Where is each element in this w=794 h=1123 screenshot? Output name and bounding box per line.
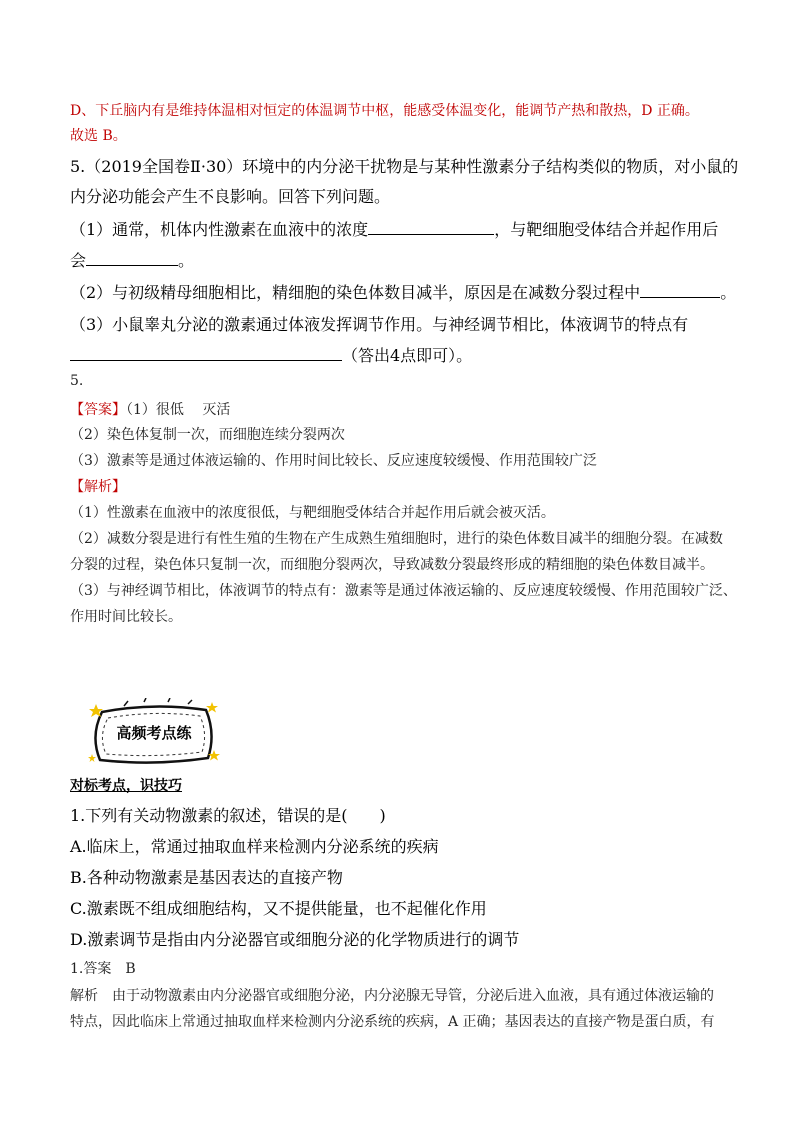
question-5-part-1 xyxy=(70,217,734,240)
answer-line-2: （2）染色体复制一次，而细胞连续分裂两次 xyxy=(70,427,345,443)
answer-blank[interactable] xyxy=(70,346,342,361)
section-subheading: 对标考点，识技巧 xyxy=(70,778,182,794)
analysis-line-2b: 分裂的过程，染色体只复制一次，而细胞分裂两次，导致减数分裂最终形成的精细胞的染色体数目减半。 xyxy=(70,557,714,573)
answer-line-1 xyxy=(70,399,734,419)
q5-2-text-b: 。 xyxy=(720,283,737,302)
question-1-analysis-b: 特点，因此临床上常通过抽取血样来检测内分泌系统的疾病，A 正确；基因表达的直接产物是蛋白质，有 xyxy=(70,1014,715,1030)
q5-3-text-b: （答出4点即可）。 xyxy=(342,346,473,365)
choose-b-text: 故选 B。 xyxy=(70,128,127,144)
question-1-analysis-a: 解析 由于动物激素由内分泌器官或细胞分泌，内分泌腺无导管，分泌后进入血液，具有通过体液运输的 xyxy=(70,988,714,1004)
answer-line-3: （3）激素等是通过体液运输的、作用时间比较长、反应速度较缓慢、作用范围较广泛 xyxy=(70,453,597,469)
question-5-title: 5.（2019全国卷Ⅱ·30）环境中的内分泌干扰物是与某种性激素分子结构类似的物质，对小鼠的 xyxy=(70,157,739,176)
answer-blank[interactable] xyxy=(640,283,720,298)
q5-1-text-c: 会 xyxy=(70,251,87,270)
question-5-part-2 xyxy=(70,280,737,303)
answer-blank[interactable] xyxy=(86,251,178,266)
question-5-part-1-cont xyxy=(70,248,734,271)
analysis-line-2a: （2）减数分裂是进行有性生殖的生物在产生成熟生殖细胞时，进行的染色体数目减半的细胞分裂。在减数 xyxy=(70,531,723,547)
option-d-text: D、下丘脑内有是维持体温相对恒定的体温调节中枢，能感受体温变化，能调节产热和散热，D 正确。 xyxy=(70,103,699,119)
answer-number: 5. xyxy=(70,373,84,389)
analysis-line-3b: 作用时间比较长。 xyxy=(70,609,182,625)
question-5-part-3-cont xyxy=(70,343,734,366)
analysis-line-1: （1）性激素在血液中的浓度很低，与靶细胞受体结合并起作用后就会被灭活。 xyxy=(70,505,555,521)
answer-1-text: （1）很低 灭活 xyxy=(126,402,231,418)
answer-label: 【答案】 xyxy=(70,402,126,418)
q5-1-text-b: ，与靶细胞受体结合并起作用后 xyxy=(494,220,719,239)
option-b: B.各种动物激素是基因表达的直接产物 xyxy=(70,868,343,887)
q5-1-text-a: （1）通常，机体内性激素在血液中的浓度 xyxy=(70,220,369,239)
option-c: C.激素既不组成细胞结构，又不提供能量，也不起催化作用 xyxy=(70,899,487,918)
question-5-title-cont: 内分泌功能会产生不良影响。回答下列问题。 xyxy=(70,187,391,206)
section-badge xyxy=(84,698,224,770)
answer-blank[interactable] xyxy=(368,220,494,235)
analysis-line-3a: （3）与神经调节相比，体液调节的特点有：激素等是通过体液运输的、反应速度较缓慢、作用范围较广泛、 xyxy=(70,583,737,599)
option-a: A.临床上，常通过抽取血样来检测内分泌系统的疾病 xyxy=(70,837,439,856)
q5-1-text-d: 。 xyxy=(178,251,195,270)
option-d: D.激素调节是指由内分泌器官或细胞分泌的化学物质进行的调节 xyxy=(70,930,520,949)
question-1-answer: 1.答案 B xyxy=(70,961,136,977)
question-5-part-3: （3）小鼠睾丸分泌的激素通过体液发挥调节作用。与神经调节相比，体液调节的特点有 xyxy=(70,315,689,334)
badge-title: 高频考点练 xyxy=(116,724,192,742)
q5-2-text-a: （2）与初级精母细胞相比，精细胞的染色体数目减半，原因是在减数分裂过程中 xyxy=(70,283,641,302)
analysis-label: 【解析】 xyxy=(70,479,126,495)
question-1: 1.下列有关动物激素的叙述，错误的是( ) xyxy=(70,806,386,825)
